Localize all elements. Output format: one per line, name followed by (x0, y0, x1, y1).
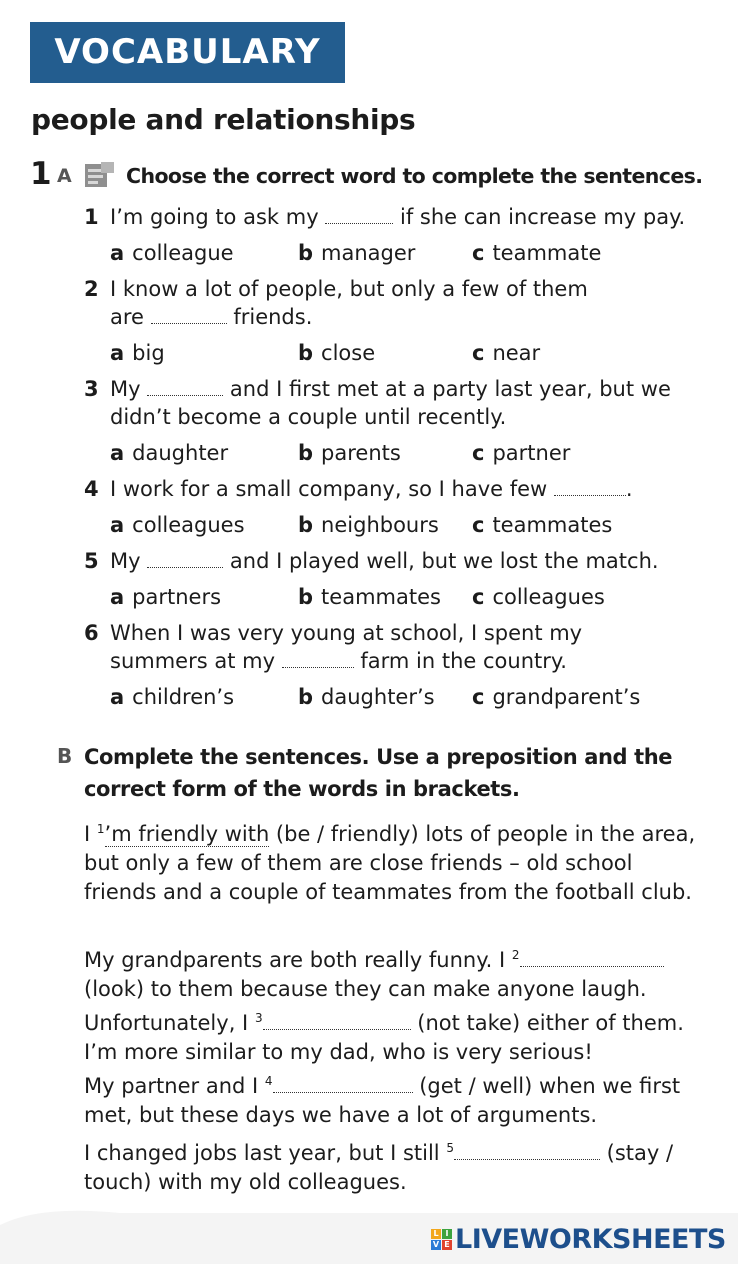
answer-blank-4[interactable] (273, 1091, 413, 1093)
section-subtitle: people and relationships (31, 103, 416, 136)
logo-grid-icon: L I V E (431, 1229, 452, 1250)
question-1: 1 I’m going to ask my if she can increase my pay. (84, 205, 686, 229)
question-number: 2 (84, 277, 99, 301)
option-b[interactable]: b parents (298, 441, 401, 465)
question-number: 5 (84, 549, 99, 573)
option-c[interactable]: c colleagues (472, 585, 605, 609)
answer-blank[interactable] (147, 394, 223, 396)
paragraph-4: I changed jobs last year, but I still $^5$ (stay / touch) with my old colleagues. (84, 1141, 674, 1194)
paragraph-2: My grandparents are both really funny. I $^2$ (look) to them because they can make anyone laugh. Unfortunately, I $^3$ (not take) either of them. I’m more similar to my dad, who is very serious! (84, 948, 684, 1064)
answer-blank-3[interactable] (263, 1028, 411, 1030)
paragraph-1: I $^1$’m friendly with (be / friendly) lots of people in the area, but only a few of them are close friends – old school friends and a couple of teammates from the football club. (84, 822, 696, 904)
part-b-letter: B (57, 744, 73, 768)
option-b[interactable]: b teammates (298, 585, 441, 609)
question-3: 3 My and I first met at a party last year, but we didn’t become a couple until recently. (84, 377, 671, 429)
answer-blank[interactable] (325, 222, 393, 224)
option-c[interactable]: c grandparent’s (472, 685, 641, 709)
example-answer: ’m friendly with (104, 822, 270, 846)
answer-blank-2[interactable] (520, 965, 664, 967)
question-number: 6 (84, 621, 99, 645)
question-4: 4 I work for a small company, so I have few . (84, 477, 633, 501)
liveworksheets-logo: L I V E LIVEWORKSHEETS (432, 1223, 726, 1255)
part-b-instruction: Complete the sentences. Use a preposition and the correct form of the words in brackets. (84, 745, 673, 801)
answer-blank-5[interactable] (454, 1158, 600, 1160)
question-number: 1 (84, 205, 99, 229)
option-a[interactable]: a colleague (110, 241, 234, 265)
option-b[interactable]: b manager (298, 241, 416, 265)
option-a[interactable]: a big (110, 341, 165, 365)
answer-blank[interactable] (282, 666, 354, 668)
option-a[interactable]: a colleagues (110, 513, 245, 537)
option-c[interactable]: c teammates (472, 513, 613, 537)
paragraph-3: My partner and I $^4$ (get / well) when we first met, but these days we have a lot of arguments. (84, 1074, 681, 1127)
part-a-instruction: Choose the correct word to complete the sentences. (126, 164, 703, 188)
question-number: 3 (84, 377, 99, 401)
part-a-letter: A (57, 165, 72, 187)
section-banner: VOCABULARY (30, 22, 345, 83)
answer-blank[interactable] (151, 322, 227, 324)
option-c[interactable]: c near (472, 341, 541, 365)
question-5: 5 My and I played well, but we lost the match. (84, 549, 659, 573)
answer-blank[interactable] (554, 494, 626, 496)
option-b[interactable]: b neighbours (298, 513, 439, 537)
answer-blank[interactable] (147, 566, 223, 568)
option-a[interactable]: a daughter (110, 441, 229, 465)
option-c[interactable]: c partner (472, 441, 571, 465)
option-b[interactable]: b daughter’s (298, 685, 435, 709)
option-c[interactable]: c teammate (472, 241, 602, 265)
question-number: 4 (84, 477, 99, 501)
question-2: 2 I know a lot of people, but only a few of them are friends. (84, 277, 588, 329)
option-b[interactable]: b close (298, 341, 376, 365)
option-a[interactable]: a children’s (110, 685, 235, 709)
worksheet-icon (84, 161, 116, 189)
exercise-number: 1 (30, 156, 52, 192)
question-6: 6 When I was very young at school, I spent my summers at my farm in the country. (84, 621, 583, 673)
option-a[interactable]: a partners (110, 585, 222, 609)
